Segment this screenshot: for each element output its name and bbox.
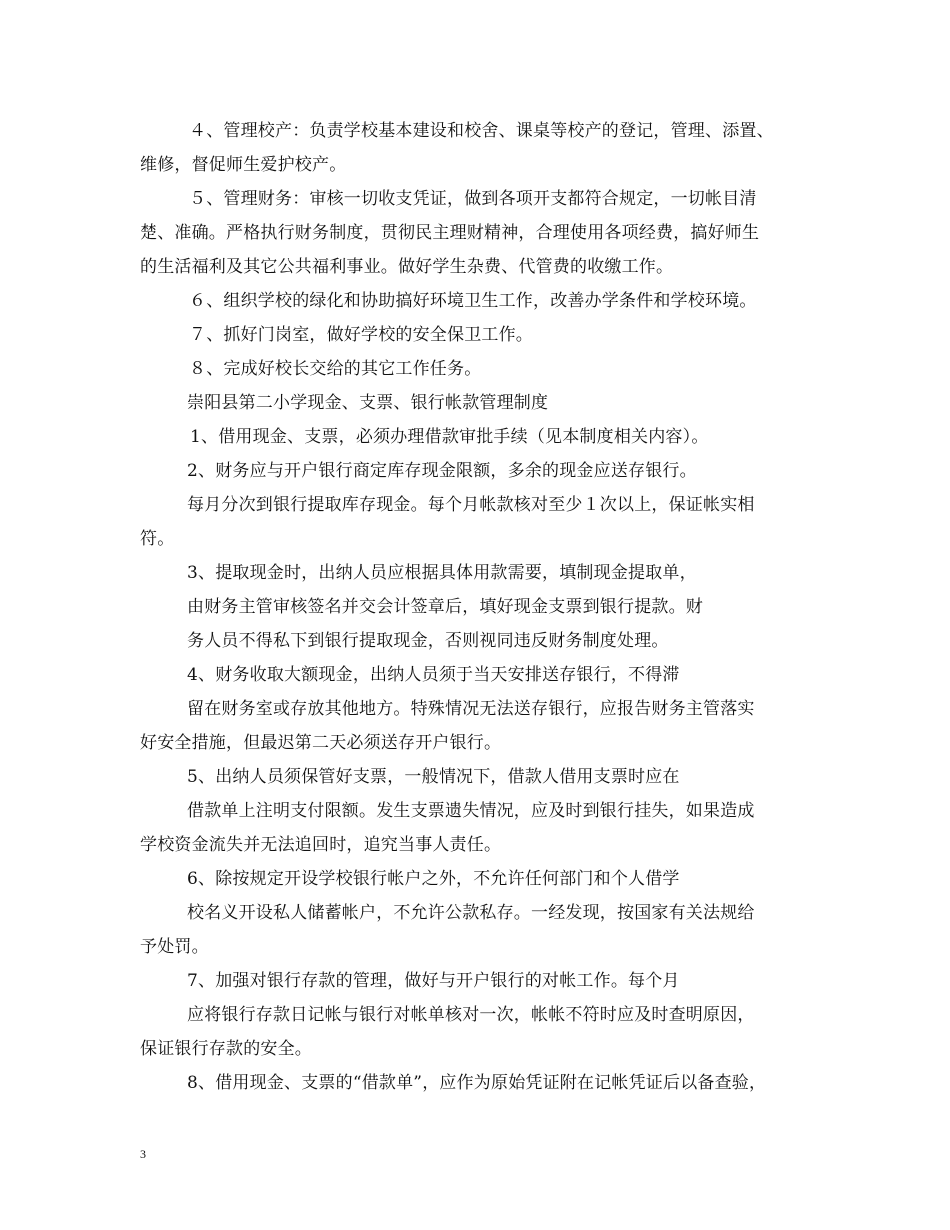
text-line: 7、加强对银行存款的管理，做好与开户银行的对帐工作。每个月 [187,971,680,991]
text-line: 由财务主管审核签名并交会计签章后，填好现金支票到银行提款。财 [187,597,703,617]
text-line: ７、抓好门岗室，做好学校的安全保卫工作。 [189,325,533,345]
page-number: 3 [140,1147,146,1161]
text-line: 维修，督促师生爱护校产。 [140,155,347,175]
text-line: 5、出纳人员须保管好支票，一般情况下，借款人借用支票时应在 [187,767,680,787]
text-line: 保证银行存款的安全。 [140,1039,312,1059]
text-line: 3、提取现金时，出纳人员应根据具体用款需要，填制现金提取单， [187,563,697,583]
text-line: 好安全措施，但最迟第二天必须送存开户银行。 [140,733,502,753]
text-line: ８、完成好校长交给的其它工作任务。 [189,359,482,379]
text-line: 8、借用现金、支票的“借款单”，应作为原始凭证附在记帐凭证后以备查验， [187,1073,767,1093]
text-line: ４、管理校产：负责学校基本建设和校舍、课桌等校产的登记，管理、添置、 [189,121,774,141]
text-line: 务人员不得私下到银行提取现金，否则视同违反财务制度处理。 [187,631,669,651]
text-line: 应将银行存款日记帐与银行对帐单核对一次，帐帐不符时应及时查明原因， [187,1005,755,1025]
text-line: ６、组织学校的绿化和协助搞好环境卫生工作，改善办学条件和学校环境。 [189,291,757,311]
section-title: 崇阳县第二小学现金、支票、银行帐款管理制度 [187,393,549,413]
text-line: 的生活福利及其它公共福利事业。做好学生杂费、代管费的收缴工作。 [140,257,674,277]
text-line: 每月分次到银行提取库存现金。每个月帐款核对至少１次以上，保证帐实相 [187,495,755,515]
text-line: 楚、准确。严格执行财务制度，贯彻民主理财精神，合理使用各项经费，搞好师生 [140,223,760,243]
text-line: 2、财务应与开户银行商定库存现金限额，多余的现金应送存银行。 [187,461,697,481]
text-line: 符。 [140,529,175,549]
text-line: 1、借用现金、支票，必须办理借款审批手续（见本制度相关内容）。 [190,427,709,447]
text-line: ５、管理财务：审核一切收支凭证，做到各项开支都符合规定，一切帐目清 [189,189,757,209]
text-line: 借款单上注明支付限额。发生支票遗失情况，应及时到银行挂失，如果造成 [187,801,755,821]
text-line: 留在财务室或存放其他地方。特殊情况无法送存银行，应报告财务主管落实 [187,699,755,719]
text-line: 4、财务收取大额现金，出纳人员须于当天安排送存银行，不得滞 [187,665,680,685]
text-line: 校名义开设私人储蓄帐户，不允许公款私存。一经发现，按国家有关法规给 [187,903,755,923]
text-line: 学校资金流失并无法追回时，追究当事人责任。 [140,835,502,855]
text-line: 6、除按规定开设学校银行帐户之外，不允许任何部门和个人借学 [187,869,680,889]
text-line: 予处罚。 [140,937,209,957]
